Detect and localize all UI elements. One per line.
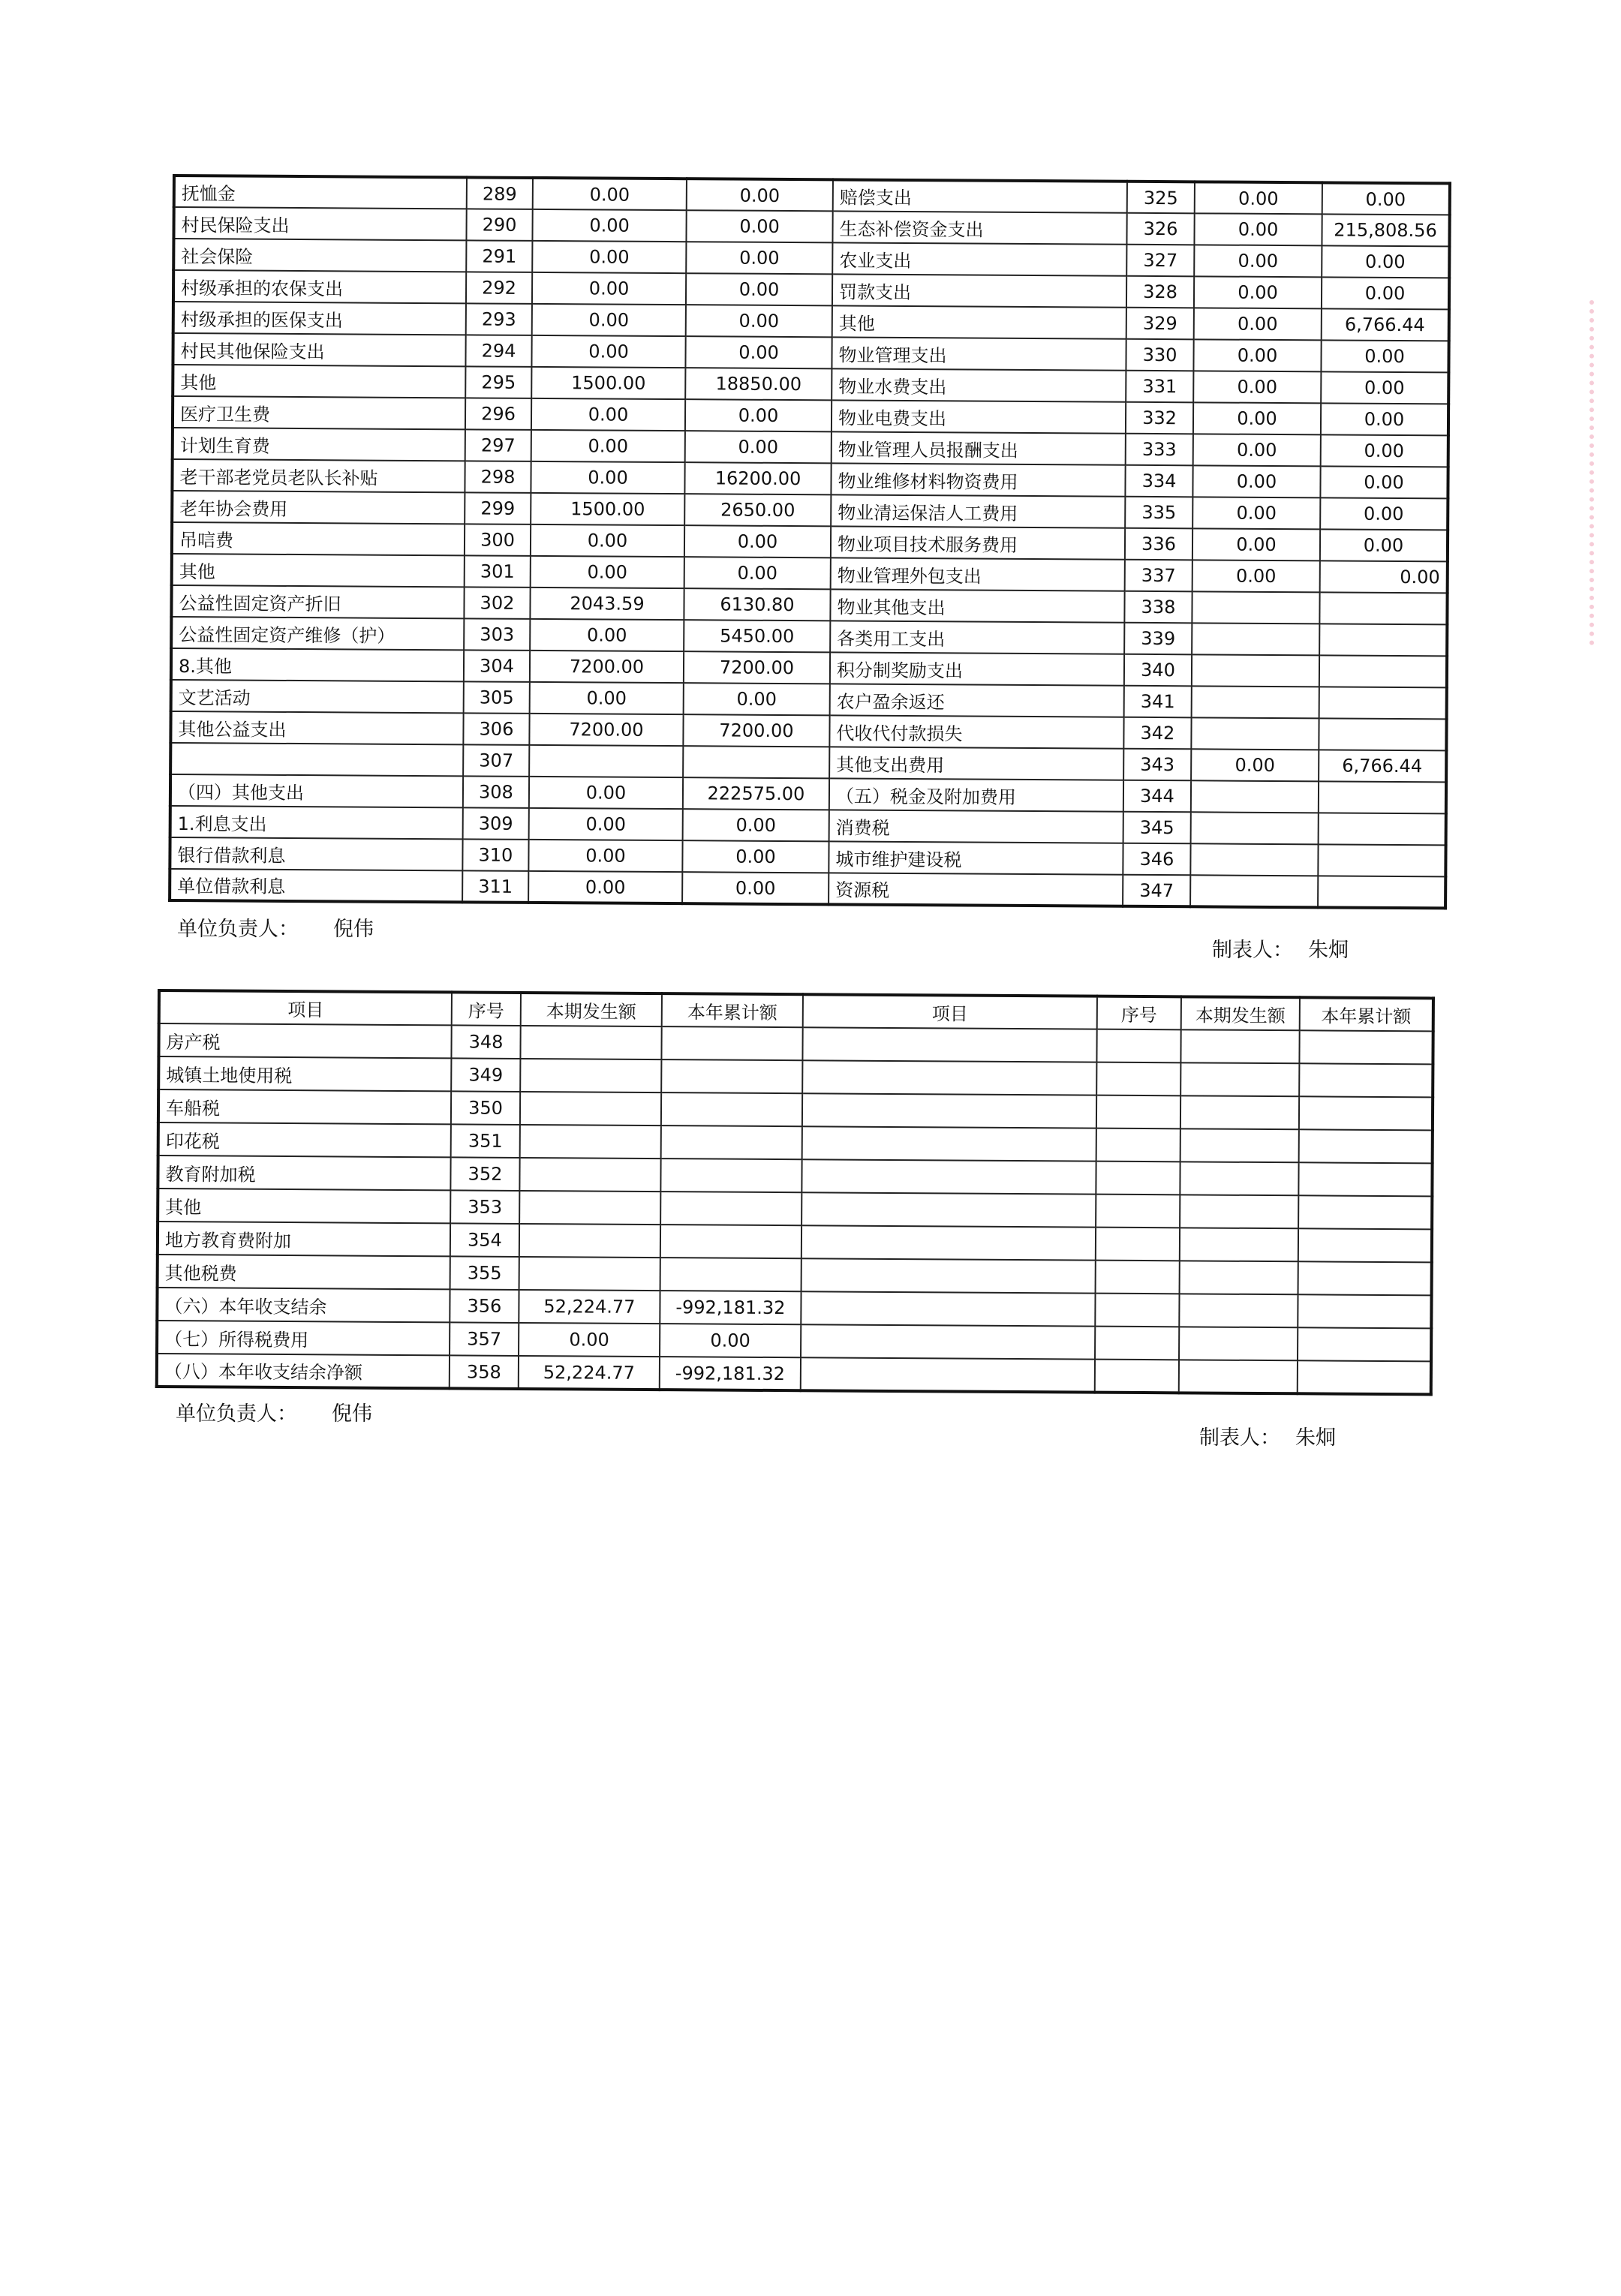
current-amount-cell-right: [1192, 654, 1319, 687]
seq-cell-right: 334: [1125, 465, 1192, 497]
current-amount-cell-right: 0.00: [1194, 308, 1322, 340]
item-cell-right: 其他支出费用: [829, 747, 1123, 780]
item-cell: 其他: [173, 365, 465, 398]
seq-cell-right: 327: [1126, 245, 1194, 277]
empty-ytd-cell-right: [1298, 1195, 1432, 1229]
item-cell: 村级承担的农保支出: [173, 270, 466, 303]
seq-cell: 291: [466, 240, 532, 272]
empty-item-cell-right: [802, 1027, 1096, 1062]
seq-cell: 296: [465, 398, 531, 430]
current-amount-cell-right: [1192, 591, 1319, 624]
ytd-amount-cell-right: 0.00: [1321, 340, 1448, 372]
item-cell: 村民保险支出: [173, 207, 466, 240]
empty-ytd-cell-right: [1299, 1063, 1433, 1097]
seq-cell: 355: [450, 1256, 519, 1290]
seq-cell: 309: [463, 807, 529, 840]
seq-cell-right: 328: [1126, 276, 1194, 308]
seq-cell: 298: [465, 461, 531, 493]
ytd-amount-cell-right: [1319, 655, 1447, 687]
current-amount-cell: 0.00: [529, 777, 683, 809]
ytd-amount-cell: -992,181.32: [660, 1357, 801, 1390]
ytd-amount-cell-right: [1319, 687, 1447, 719]
footer-responsible-1: [177, 912, 374, 942]
ytd-amount-cell-right: [1319, 718, 1446, 750]
empty-current-cell-right: [1180, 1261, 1298, 1294]
current-amount-cell: [519, 1191, 660, 1225]
item-cell: 其他公益支出: [170, 711, 463, 744]
ytd-amount-cell-right: [1319, 813, 1446, 845]
ytd-amount-cell-right: 0.00: [1322, 277, 1449, 309]
current-amount-cell-right: 0.00: [1193, 434, 1321, 466]
item-cell: 8.其他: [171, 648, 464, 681]
ytd-amount-cell: [660, 1225, 801, 1258]
empty-item-cell-right: [801, 1225, 1096, 1260]
ytd-amount-cell: 0.00: [685, 431, 832, 463]
item-cell: 抚恤金: [174, 176, 467, 209]
ytd-amount-cell: 16200.00: [684, 462, 831, 494]
seq-cell-right: 341: [1124, 686, 1192, 718]
current-amount-cell: [520, 1026, 661, 1059]
current-amount-cell: 0.00: [532, 304, 686, 336]
seq-cell-right: 339: [1124, 623, 1192, 655]
empty-seq-cell-right: [1096, 1095, 1180, 1129]
seq-cell-right: 343: [1123, 749, 1191, 781]
ytd-amount-cell-right: 6,766.44: [1322, 308, 1449, 341]
header-current: 本期发生额: [521, 993, 662, 1026]
empty-seq-cell-right: [1096, 1029, 1180, 1063]
current-amount-cell-right: 0.00: [1193, 339, 1321, 371]
ytd-amount-cell-right: [1318, 844, 1445, 876]
current-amount-cell-right: 0.00: [1195, 182, 1322, 214]
current-amount-cell: 52,224.77: [519, 1290, 660, 1324]
item-cell-right: 物业管理外包支出: [831, 557, 1125, 591]
ytd-amount-cell: 5450.00: [684, 620, 830, 652]
red-stamp-edge: [1589, 300, 1621, 645]
seq-cell-right: 333: [1126, 434, 1193, 466]
ytd-amount-cell: 0.00: [687, 179, 833, 211]
current-amount-cell: [519, 1257, 660, 1291]
empty-seq-cell-right: [1096, 1128, 1180, 1162]
responsible-label: 单位负责人：: [176, 1402, 297, 1426]
empty-ytd-cell-right: [1298, 1162, 1432, 1196]
empty-current-cell-right: [1180, 1228, 1298, 1261]
item-cell-right: 物业维修材料物资费用: [831, 463, 1125, 496]
ytd-amount-cell: 0.00: [684, 683, 830, 715]
empty-current-cell-right: [1180, 1128, 1299, 1162]
ytd-amount-cell: 2650.00: [684, 494, 831, 526]
empty-item-cell-right: [801, 1192, 1096, 1227]
current-amount-cell-right: [1191, 717, 1319, 750]
item-cell-right: 消费税: [829, 810, 1123, 843]
ytd-amount-cell: [661, 1125, 802, 1159]
seq-cell-right: 335: [1125, 497, 1192, 529]
ytd-amount-cell-right: 0.00: [1322, 245, 1449, 278]
current-amount-cell-right: 0.00: [1191, 749, 1319, 781]
item-cell: 银行借款利息: [170, 837, 462, 870]
item-cell-right: 赔偿支出: [833, 179, 1127, 212]
item-cell-right: 生态补偿资金支出: [832, 211, 1126, 244]
ytd-amount-cell: 0.00: [685, 336, 832, 368]
empty-seq-cell-right: [1095, 1294, 1179, 1327]
responsible-label: 单位负责人：: [177, 918, 299, 941]
empty-seq-cell-right: [1095, 1360, 1179, 1393]
seq-cell: 293: [466, 303, 532, 335]
ytd-amount-cell: 7200.00: [683, 714, 829, 747]
empty-ytd-cell-right: [1299, 1096, 1433, 1130]
empty-current-cell-right: [1180, 1029, 1299, 1063]
empty-seq-cell-right: [1096, 1228, 1180, 1261]
item-cell-right: 物业水费支出: [832, 368, 1126, 401]
item-cell-right: 物业管理人员报酬支出: [832, 431, 1126, 464]
item-cell-right: 物业管理支出: [832, 337, 1126, 370]
item-cell: 单位借款利息: [170, 869, 462, 902]
seq-cell: 311: [462, 870, 528, 903]
current-amount-cell: 0.00: [532, 209, 686, 242]
current-amount-cell: [520, 1059, 661, 1092]
empty-seq-cell-right: [1096, 1261, 1180, 1294]
current-amount-cell-right: [1192, 686, 1319, 718]
seq-cell-right: 332: [1126, 402, 1193, 434]
current-amount-cell: [519, 1224, 660, 1258]
header-ytd-right: 本年累计额: [1300, 997, 1433, 1031]
empty-ytd-cell-right: [1298, 1294, 1431, 1328]
empty-seq-cell-right: [1096, 1195, 1180, 1228]
item-cell: 1.利息支出: [170, 806, 463, 839]
item-cell-right: 积分制奖励支出: [830, 652, 1124, 685]
ytd-amount-cell: 0.00: [682, 840, 829, 873]
empty-ytd-cell-right: [1298, 1228, 1432, 1262]
ytd-amount-cell: 0.00: [683, 809, 829, 841]
responsible-name: 倪伟: [332, 1402, 372, 1426]
current-amount-cell: 7200.00: [530, 651, 684, 683]
current-amount-cell-right: 0.00: [1192, 560, 1320, 592]
header-no: 序号: [452, 992, 521, 1026]
ytd-amount-cell: [661, 1026, 802, 1060]
item-cell: 公益性固定资产折旧: [171, 585, 464, 618]
current-amount-cell: 2043.59: [530, 588, 684, 620]
current-amount-cell: 0.00: [532, 241, 686, 273]
ytd-amount-cell-right: 0.00: [1321, 403, 1448, 435]
ytd-amount-cell-right: 0.00: [1320, 529, 1448, 561]
empty-current-cell-right: [1180, 1095, 1299, 1129]
seq-cell-right: 331: [1126, 371, 1193, 403]
item-cell-right: 资源税: [829, 873, 1123, 906]
seq-cell: 299: [465, 492, 531, 524]
current-amount-cell-right: 0.00: [1192, 528, 1320, 560]
empty-item-cell-right: [802, 1060, 1096, 1095]
ytd-amount-cell-right: 0.00: [1320, 560, 1448, 593]
item-cell-right: 其他: [832, 305, 1126, 338]
current-amount-cell: 0.00: [532, 272, 686, 305]
current-amount-cell-right: 0.00: [1192, 465, 1320, 497]
item-cell-right: 物业项目技术服务费用: [831, 526, 1125, 559]
seq-cell: 301: [465, 555, 531, 588]
empty-current-cell-right: [1180, 1062, 1299, 1096]
item-cell: 地方教育费附加: [158, 1222, 450, 1256]
empty-ytd-cell-right: [1299, 1030, 1433, 1064]
ytd-amount-cell: 0.00: [686, 210, 832, 242]
current-amount-cell: [520, 1125, 661, 1159]
seq-cell: 357: [450, 1322, 519, 1356]
item-cell: 村级承担的医保支出: [173, 302, 466, 335]
current-amount-cell: 52,224.77: [519, 1356, 660, 1390]
seq-cell-right: 330: [1126, 339, 1193, 371]
ytd-amount-cell: 0.00: [660, 1324, 801, 1357]
ytd-amount-cell: 6130.80: [684, 588, 830, 621]
current-amount-cell: 0.00: [530, 682, 684, 714]
seq-cell: 290: [466, 209, 532, 241]
item-cell-right: 城市维护建设税: [829, 841, 1123, 874]
ytd-amount-cell: [660, 1192, 801, 1225]
seq-cell: 352: [450, 1157, 519, 1191]
seq-cell: 303: [464, 618, 530, 651]
ytd-amount-cell: 0.00: [684, 557, 831, 589]
current-amount-cell-right: 0.00: [1193, 371, 1321, 403]
current-amount-cell: 1500.00: [531, 493, 684, 525]
item-cell-right: 物业其他支出: [830, 589, 1124, 622]
empty-seq-cell-right: [1095, 1327, 1179, 1360]
current-amount-cell: 7200.00: [529, 714, 683, 746]
seq-cell: 294: [465, 335, 531, 367]
seq-cell: 307: [463, 744, 529, 777]
current-amount-cell: 0.00: [531, 335, 685, 368]
ytd-amount-cell: [660, 1159, 801, 1192]
seq-cell: 348: [451, 1025, 520, 1059]
item-cell: [170, 743, 463, 776]
current-amount-cell: 1500.00: [531, 367, 685, 399]
item-cell: 村民其他保险支出: [173, 333, 465, 366]
seq-cell-right: 346: [1123, 843, 1190, 876]
seq-cell: 292: [466, 272, 532, 304]
current-amount-cell-right: 0.00: [1194, 276, 1322, 308]
header-ytd: 本年累计额: [662, 993, 803, 1027]
ytd-amount-cell-right: [1319, 592, 1447, 624]
empty-current-cell-right: [1180, 1162, 1298, 1195]
item-cell: 老干部老党员老队长补贴: [172, 459, 465, 492]
footer-preparer-2: [1199, 1421, 1336, 1450]
seq-cell: 297: [465, 429, 531, 461]
item-cell: 其他: [158, 1189, 450, 1223]
seq-cell: 289: [467, 177, 533, 209]
ytd-amount-cell: [660, 1258, 801, 1291]
item-cell: 公益性固定资产维修（护）: [171, 617, 464, 650]
empty-item-cell-right: [801, 1291, 1095, 1326]
current-amount-cell: [529, 745, 683, 777]
seq-cell: 354: [450, 1223, 519, 1257]
current-amount-cell: 0.00: [530, 619, 684, 651]
empty-current-cell-right: [1179, 1294, 1298, 1327]
empty-item-cell-right: [801, 1324, 1095, 1359]
empty-ytd-cell-right: [1298, 1360, 1431, 1394]
seq-cell-right: 337: [1125, 560, 1192, 592]
current-amount-cell: [520, 1092, 661, 1125]
seq-cell-right: 345: [1123, 812, 1191, 844]
current-amount-cell-right: [1191, 780, 1319, 813]
empty-current-cell-right: [1179, 1360, 1298, 1393]
item-cell: （四）其他支出: [170, 774, 463, 807]
current-amount-cell: 0.00: [531, 524, 684, 557]
item-cell: 教育附加税: [158, 1156, 450, 1190]
seq-cell: 350: [451, 1091, 520, 1125]
seq-cell-right: 342: [1123, 717, 1191, 750]
empty-item-cell-right: [802, 1093, 1096, 1128]
ytd-amount-cell: 0.00: [686, 305, 832, 337]
tax-and-balance-table: [155, 989, 1435, 1396]
empty-item-cell-right: [801, 1159, 1096, 1194]
ytd-amount-cell: 0.00: [686, 273, 832, 305]
ytd-amount-cell: 222575.00: [683, 777, 829, 810]
seq-cell: 356: [450, 1289, 519, 1323]
seq-cell-right: 329: [1126, 308, 1194, 340]
ytd-amount-cell-right: 0.00: [1320, 466, 1448, 498]
ytd-amount-cell: 0.00: [686, 242, 832, 274]
current-amount-cell: 0.00: [533, 178, 687, 210]
current-amount-cell-right: [1190, 843, 1318, 876]
header-current-right: 本期发生额: [1181, 996, 1300, 1030]
empty-item-cell-right: [802, 1126, 1096, 1161]
seq-cell: 295: [465, 366, 531, 398]
ytd-amount-cell-right: 0.00: [1320, 497, 1448, 530]
seq-cell: 349: [451, 1058, 520, 1092]
item-cell: 老年协会费用: [172, 491, 465, 524]
current-amount-cell-right: [1190, 875, 1318, 907]
responsible-name: 倪伟: [333, 918, 374, 941]
empty-ytd-cell-right: [1298, 1261, 1432, 1295]
seq-cell-right: 336: [1125, 528, 1192, 560]
seq-cell: 310: [462, 839, 528, 871]
table-row: [170, 869, 1445, 908]
item-cell: 其他: [172, 554, 465, 587]
current-amount-cell-right: [1191, 812, 1319, 844]
seq-cell-right: 325: [1127, 182, 1195, 214]
seq-cell: 300: [465, 524, 531, 556]
seq-cell: 306: [463, 713, 529, 745]
preparer-name: 朱炯: [1295, 1426, 1336, 1450]
ytd-amount-cell: [683, 746, 829, 778]
seq-cell: 308: [463, 776, 529, 808]
preparer-name: 朱炯: [1308, 939, 1349, 962]
ytd-amount-cell-right: 215,808.56: [1322, 214, 1449, 246]
header-item: 项目: [159, 990, 452, 1025]
current-amount-cell: 0.00: [528, 871, 682, 903]
empty-item-cell-right: [801, 1258, 1096, 1293]
footer-preparer-1: [1212, 933, 1349, 963]
seq-cell-right: 344: [1123, 780, 1191, 813]
header-item-right: 项目: [803, 994, 1097, 1029]
item-cell-right: 罚款支出: [832, 274, 1126, 307]
item-cell-right: 农户盈余返还: [830, 684, 1124, 717]
ytd-amount-cell-right: 0.00: [1322, 182, 1450, 215]
current-amount-cell: 0.00: [531, 398, 685, 431]
item-cell: 文艺活动: [171, 680, 464, 713]
ytd-amount-cell-right: [1318, 876, 1445, 908]
seq-cell-right: 340: [1124, 654, 1192, 687]
empty-current-cell-right: [1180, 1195, 1298, 1228]
seq-cell: 302: [464, 587, 530, 619]
item-cell: 社会保险: [173, 239, 466, 272]
seq-cell: 305: [464, 681, 530, 714]
seq-cell: 358: [450, 1355, 519, 1389]
current-amount-cell: 0.00: [531, 430, 685, 462]
ytd-amount-cell-right: [1319, 781, 1446, 813]
ytd-amount-cell: 0.00: [684, 525, 831, 557]
current-amount-cell: [519, 1158, 660, 1192]
ytd-amount-cell-right: 0.00: [1321, 434, 1448, 467]
table-row: [157, 1354, 1431, 1394]
ytd-amount-cell: [661, 1059, 802, 1093]
current-amount-cell: 0.00: [531, 556, 684, 588]
seq-cell-right: 326: [1126, 213, 1194, 245]
item-cell: （七）所得税费用: [157, 1321, 450, 1355]
item-cell: 房产税: [158, 1023, 451, 1058]
ytd-amount-cell: 7200.00: [684, 651, 830, 684]
seq-cell: 353: [450, 1190, 519, 1224]
ytd-amount-cell-right: 0.00: [1321, 371, 1448, 404]
current-amount-cell-right: 0.00: [1194, 245, 1322, 277]
item-cell-right: 物业清运保洁人工费用: [831, 494, 1125, 527]
ytd-amount-cell: 0.00: [682, 872, 829, 904]
ytd-amount-cell-right: 6,766.44: [1319, 750, 1446, 782]
item-cell-right: 物业电费支出: [832, 400, 1126, 433]
item-cell-right: 各类用工支出: [830, 621, 1124, 654]
seq-cell: 351: [451, 1124, 520, 1158]
item-cell-right: 农业支出: [832, 242, 1126, 275]
ytd-amount-cell: [661, 1092, 802, 1126]
empty-seq-cell-right: [1096, 1062, 1180, 1096]
item-cell: 吊唁费: [172, 522, 465, 555]
item-cell: （八）本年收支结余净额: [157, 1354, 450, 1388]
ytd-amount-cell: 0.00: [685, 399, 832, 431]
ytd-amount-cell: 18850.00: [685, 368, 832, 400]
item-cell: 车船税: [158, 1089, 451, 1124]
seq-cell: 304: [464, 650, 530, 682]
current-amount-cell-right: 0.00: [1193, 402, 1321, 434]
footer-responsible-2: [176, 1397, 372, 1426]
empty-item-cell-right: [801, 1357, 1095, 1392]
current-amount-cell-right: [1192, 623, 1319, 655]
preparer-label: 制表人：: [1212, 939, 1293, 962]
current-amount-cell-right: 0.00: [1192, 497, 1320, 529]
expense-table-continued: [168, 174, 1451, 909]
preparer-label: 制表人：: [1199, 1426, 1280, 1450]
seq-cell-right: 347: [1123, 875, 1190, 907]
current-amount-cell: 0.00: [528, 840, 682, 872]
empty-ytd-cell-right: [1298, 1327, 1431, 1361]
current-amount-cell: 0.00: [519, 1323, 660, 1357]
ytd-amount-cell: -992,181.32: [660, 1291, 801, 1324]
item-cell: 计划生育费: [173, 428, 465, 461]
item-cell: 城镇土地使用税: [158, 1056, 451, 1091]
empty-current-cell-right: [1179, 1327, 1298, 1360]
item-cell-right: （五）税金及附加费用: [829, 778, 1123, 811]
current-amount-cell: 0.00: [529, 808, 683, 840]
empty-seq-cell-right: [1096, 1162, 1180, 1195]
current-amount-cell-right: 0.00: [1194, 213, 1322, 245]
seq-cell-right: 338: [1124, 591, 1192, 624]
item-cell-right: 代收代付款损失: [829, 715, 1123, 748]
header-no-right: 序号: [1097, 996, 1181, 1030]
item-cell: 其他税费: [158, 1255, 450, 1289]
item-cell: 医疗卫生费: [173, 396, 465, 429]
item-cell: 印花税: [158, 1122, 451, 1157]
current-amount-cell: 0.00: [531, 461, 684, 494]
ytd-amount-cell-right: [1319, 624, 1447, 656]
item-cell: （六）本年收支结余: [157, 1288, 450, 1322]
empty-ytd-cell-right: [1299, 1129, 1433, 1163]
